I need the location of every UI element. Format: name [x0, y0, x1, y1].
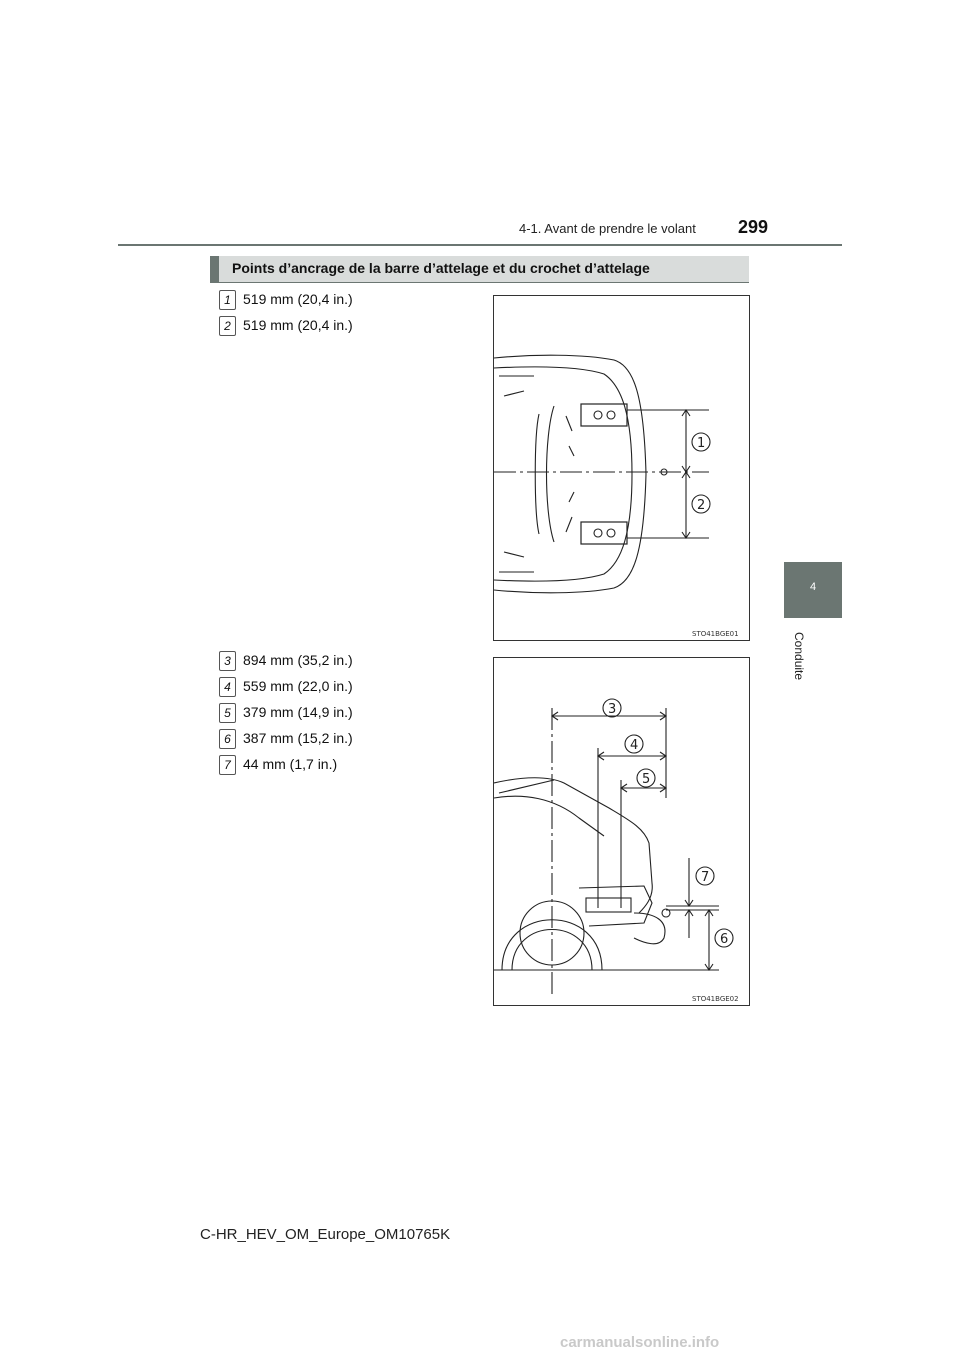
callout-3: 3	[608, 702, 617, 717]
section-underline	[210, 282, 749, 283]
chapter-label: Conduite	[792, 632, 806, 681]
callout-2: 2	[697, 498, 706, 513]
figure-top-view	[493, 295, 750, 641]
callout-5: 5	[642, 772, 651, 787]
measurement-text: 379 mm (14,9 in.)	[243, 704, 353, 720]
callout-7: 7	[701, 870, 710, 885]
header-section-title: 4-1. Avant de prendre le volant	[519, 221, 696, 236]
measurement-text: 387 mm (15,2 in.)	[243, 730, 353, 746]
figure-code: STO41BGE01	[692, 630, 739, 638]
document-footer: C-HR_HEV_OM_Europe_OM10765K	[200, 1226, 451, 1243]
callout-1: 1	[697, 436, 706, 451]
measurement-text: 559 mm (22,0 in.)	[243, 678, 353, 694]
callout-number: 7	[219, 755, 236, 775]
callout-number: 2	[219, 316, 236, 336]
chapter-number: 4	[809, 581, 817, 593]
callout-6: 6	[720, 932, 729, 947]
vehicle-side-view-diagram	[494, 658, 749, 1005]
callout-number: 4	[219, 677, 236, 697]
measurement-text: 894 mm (35,2 in.)	[243, 652, 353, 668]
measurement-text: 519 mm (20,4 in.)	[243, 317, 353, 333]
callout-number: 1	[219, 290, 236, 310]
section-heading-text: Points d’ancrage de la barre d’attelage et du crochet d’attelage	[232, 260, 650, 276]
chapter-tab[interactable]	[784, 562, 842, 618]
callout-number: 5	[219, 703, 236, 723]
figure-side-view	[493, 657, 750, 1006]
callout-number: 3	[219, 651, 236, 671]
page-number: 299	[738, 217, 769, 237]
measurement-text: 519 mm (20,4 in.)	[243, 291, 353, 307]
figure-code: STO41BGE02	[692, 995, 739, 1003]
watermark: carmanualsonline.info	[560, 1334, 720, 1351]
measurement-text: 44 mm (1,7 in.)	[243, 756, 338, 772]
callout-number: 6	[219, 729, 236, 749]
section-heading	[210, 256, 749, 282]
callout-4: 4	[630, 738, 639, 753]
vehicle-top-view-diagram	[494, 296, 749, 640]
header-divider	[118, 244, 842, 246]
